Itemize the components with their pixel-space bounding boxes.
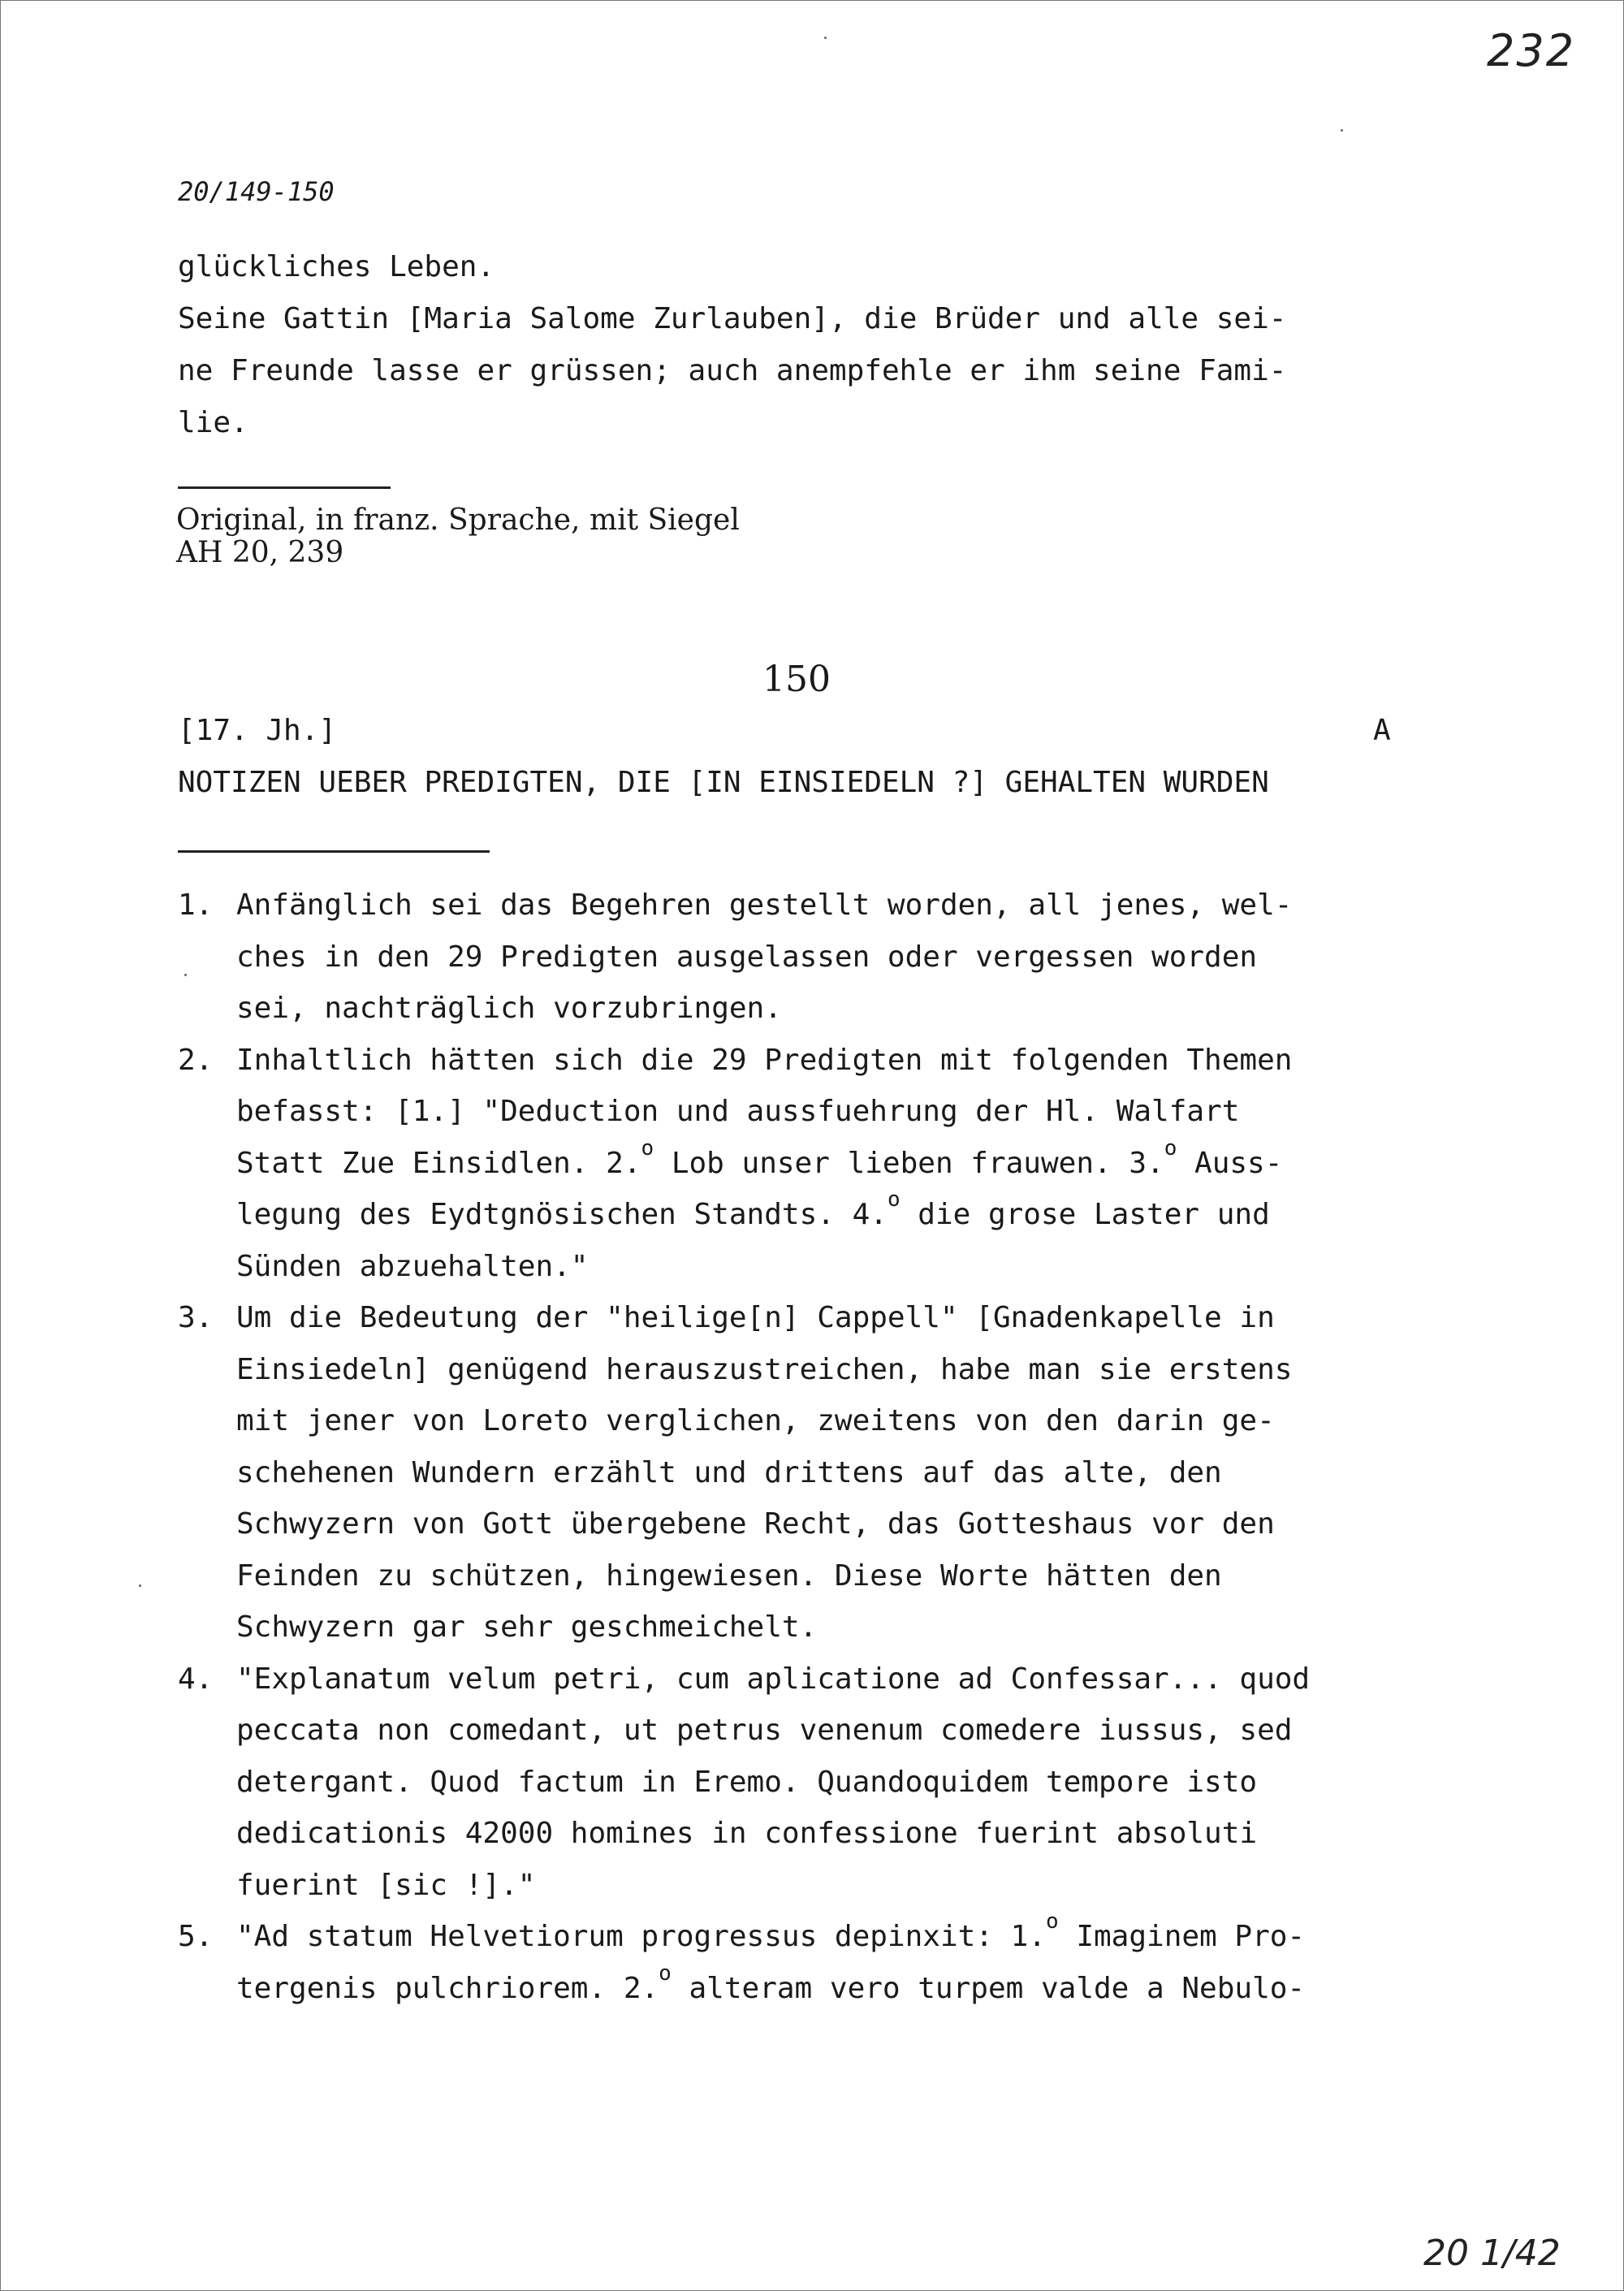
item-number: 2. xyxy=(178,1043,214,1077)
text-run: "Ad statum Helvetiorum progressus depinxit: 1. xyxy=(236,1920,1046,1953)
text-run: die grose Laster und xyxy=(900,1198,1270,1231)
scan-speck xyxy=(1341,129,1343,132)
source-note xyxy=(176,504,740,569)
item-number: 1. xyxy=(178,888,214,922)
separator-rule xyxy=(178,486,391,489)
item-line xyxy=(236,1135,1461,1190)
document-date: [17. Jh.] xyxy=(178,714,337,747)
item-line: Inhaltlich hätten sich die 29 Predigten mit folgenden Themen xyxy=(236,1043,1293,1077)
item-line: "Explanatum velum petri, cum aplicatione ad Confessar... quod xyxy=(236,1662,1311,1696)
item-line xyxy=(236,1911,1461,1963)
text-run: tergenis pulchriorem. 2. xyxy=(236,1971,659,2005)
item-line: sei, nachträglich vorzubringen. xyxy=(236,992,782,1025)
item-line: dedicationis 42000 homines in confessione fuerint absoluti xyxy=(236,1817,1258,1850)
item-number: 5. xyxy=(178,1920,214,1953)
document-number: 150 xyxy=(762,659,831,700)
numbered-list xyxy=(178,880,1461,2014)
document-class-letter: A xyxy=(1373,714,1391,747)
source-line: Original, in franz. Sprache, mit Siegel xyxy=(176,504,740,537)
text-line: lie. xyxy=(178,406,248,439)
item-line xyxy=(236,1189,1461,1241)
item-line: fuerint [sic !]." xyxy=(236,1868,536,1902)
text-run: Imaginem Pro- xyxy=(1058,1920,1306,1953)
list-item xyxy=(178,880,1461,1035)
item-number: 4. xyxy=(178,1662,214,1696)
item-line: schehenen Wundern erzählt und drittens auf das alte, den xyxy=(236,1455,1222,1489)
handwritten-archive-number: 20 1/42 xyxy=(1423,2233,1561,2274)
text-run: legung des Eydtgnösischen Standts. 4. xyxy=(236,1198,888,1231)
degree-mark: o xyxy=(887,1187,901,1212)
degree-mark: o xyxy=(659,1960,672,1986)
list-item xyxy=(178,1653,1461,1912)
text-run: Auss- xyxy=(1177,1146,1283,1180)
text-run: Lob unser lieben frauwen. 3. xyxy=(654,1146,1164,1180)
item-line: Schwyzern von Gott übergebene Recht, das Gotteshaus vor den xyxy=(236,1507,1275,1541)
item-number: 3. xyxy=(178,1301,214,1334)
item-line: peccata non comedant, ut petrus venenum comedere iussus, sed xyxy=(236,1714,1293,1747)
item-line: Anfänglich sei das Begehren gestellt worden, all jenes, wel- xyxy=(236,888,1293,922)
separator-rule xyxy=(178,850,490,853)
item-line: Schwyzern gar sehr geschmeichelt. xyxy=(236,1610,818,1644)
text-run: alteram vero turpem valde a Nebulo- xyxy=(671,1971,1306,2005)
item-line xyxy=(236,1960,1461,2015)
item-line: ches in den 29 Predigten ausgelassen oder vergessen worden xyxy=(236,940,1258,974)
item-line: befasst: [1.] "Deduction und aussfuehrung der Hl. Walfart xyxy=(236,1095,1240,1128)
continued-text xyxy=(178,241,1445,449)
scan-speck xyxy=(139,1584,141,1587)
list-item xyxy=(178,1911,1461,2014)
degree-mark: o xyxy=(1046,1909,1059,1934)
source-line: AH 20, 239 xyxy=(176,536,344,569)
item-line: Einsiedeln] genügend herauszustreichen, habe man sie erstens xyxy=(236,1352,1293,1386)
text-line: Seine Gattin [Maria Salome Zurlauben], die Brüder und alle sei- xyxy=(178,302,1287,335)
degree-mark: o xyxy=(1164,1135,1177,1161)
text-run: Statt Zue Einsidlen. 2. xyxy=(236,1146,641,1180)
list-item xyxy=(178,1292,1461,1653)
item-line: detergant. Quod factum in Eremo. Quandoquidem tempore isto xyxy=(236,1765,1258,1799)
document-title: NOTIZEN UEBER PREDIGTEN, DIE [IN EINSIEDELN ?] GEHALTEN WURDEN xyxy=(178,766,1269,799)
text-line: ne Freunde lasse er grüssen; auch anempfehle er ihm seine Fami- xyxy=(178,354,1287,387)
degree-mark: o xyxy=(641,1135,654,1161)
scan-speck xyxy=(824,37,827,39)
text-line: glückliches Leben. xyxy=(178,250,495,283)
scan-speck xyxy=(184,974,187,976)
handwritten-page-number: 232 xyxy=(1487,25,1576,76)
item-line: Um die Bedeutung der "heilige[n] Cappell" [Gnadenkapelle in xyxy=(236,1301,1275,1334)
item-line: Feinden zu schützen, hingewiesen. Diese Worte hätten den xyxy=(236,1558,1222,1593)
archive-reference: 20/149-150 xyxy=(178,176,335,207)
item-line: Sünden abzuehalten." xyxy=(236,1249,589,1283)
item-line: mit jener von Loreto verglichen, zweitens von den darin ge- xyxy=(236,1404,1275,1437)
list-item xyxy=(178,1035,1461,1293)
